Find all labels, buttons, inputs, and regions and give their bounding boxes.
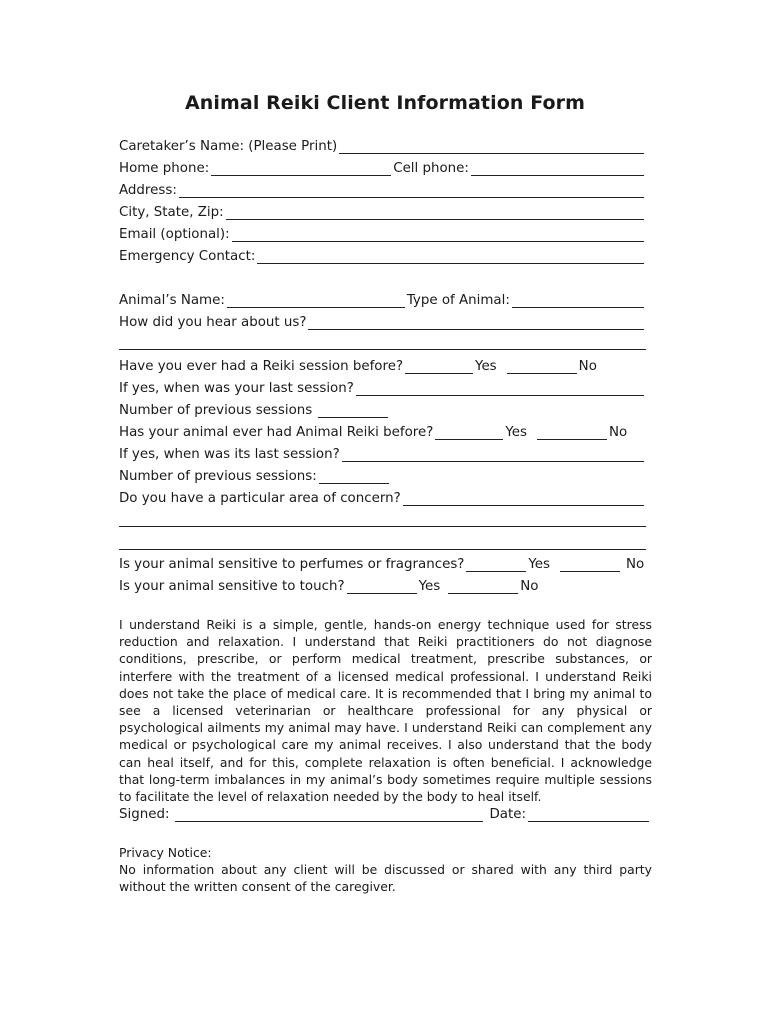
reiki-before-row (119, 358, 646, 376)
cell-phone-field[interactable] (471, 162, 644, 176)
signature-field[interactable] (175, 808, 483, 822)
emergency-contact-label: Emergency Contact: (119, 249, 256, 264)
concern-label: Do you have a particular area of concern? (119, 491, 401, 506)
animal-prev-sessions-row (119, 468, 646, 486)
prev-sessions-row (119, 402, 646, 420)
hear-about-row (119, 314, 646, 332)
animal-name-row (119, 292, 646, 310)
address-label: Address: (119, 183, 177, 198)
reiki-before-yes-label: Yes (475, 359, 497, 374)
last-session-field[interactable] (356, 382, 644, 396)
animal-name-label: Animal’s Name: (119, 293, 225, 308)
privacy-text: No information about any client will be discussed or shared with any third party without the written consent of the caregiver. (119, 862, 652, 895)
touch-label: Is your animal sensitive to touch? (119, 579, 345, 594)
privacy-heading: Privacy Notice: (119, 845, 212, 860)
perfumes-row (119, 556, 646, 574)
prev-sessions-label: Number of previous sessions (119, 403, 313, 418)
reiki-before-yes-field[interactable] (405, 360, 473, 374)
animal-reiki-yes-label: Yes (505, 425, 527, 440)
concern-extra-line-2[interactable] (119, 549, 646, 550)
reiki-before-no-field[interactable] (507, 360, 577, 374)
emergency-contact-field[interactable] (257, 250, 644, 264)
touch-no-field[interactable] (448, 580, 518, 594)
animal-name-field[interactable] (227, 294, 405, 308)
animal-reiki-yes-field[interactable] (435, 426, 503, 440)
animal-prev-sessions-label: Number of previous sessions: (119, 469, 317, 484)
animal-type-label: Type of Animal: (406, 293, 510, 308)
last-session-label: If yes, when was your last session? (119, 381, 354, 396)
home-phone-field[interactable] (211, 162, 391, 176)
perfumes-no-field[interactable] (560, 558, 620, 572)
email-label: Email (optional): (119, 227, 230, 242)
prev-sessions-field[interactable] (318, 404, 388, 418)
animal-reiki-no-label: No (608, 425, 628, 440)
email-field[interactable] (232, 228, 644, 242)
perfumes-yes-label: Yes (528, 557, 551, 572)
its-last-session-row (119, 446, 646, 464)
touch-yes-label: Yes (418, 579, 441, 594)
agreement-paragraph: I understand Reiki is a simple, gentle, hands-on energy technique used for stress reduction and relaxation. I understand that Reiki practitioners do not diagnose conditions, prescribe, or perform medical treatment, prescribe substances, or interfere with the treatment of a licensed medical professional. I understand Reiki does not take the place of medical care. It is recommended that I bring my animal to see a licensed veterinarian or healthcare professional for any physical or psychological ailments my animal may have. I understand Reiki can complement any medical or psychological care my animal receives. I also understand that the body can heal itself, and for this, complete relaxation is often beneficial. I acknowledge that long-term imbalances in my animal’s body sometimes require multiple sessions to facilitate the level of relaxation needed by the body to heal itself. (119, 617, 652, 805)
animal-reiki-no-field[interactable] (537, 426, 607, 440)
animal-reiki-row (119, 424, 646, 442)
city-state-zip-field[interactable] (226, 206, 644, 220)
city-row (119, 204, 646, 222)
city-state-zip-label: City, State, Zip: (119, 205, 224, 220)
reiki-before-no-label: No (578, 359, 597, 374)
concern-extra-line-1[interactable] (119, 526, 646, 527)
signed-label: Signed: (119, 807, 170, 822)
address-row (119, 182, 646, 200)
animal-prev-sessions-field[interactable] (319, 470, 389, 484)
perfumes-label: Is your animal sensitive to perfumes or fragrances? (119, 557, 465, 572)
form-title: Animal Reiki Client Information Form (184, 92, 586, 114)
reiki-before-label: Have you ever had a Reiki session before? (119, 359, 404, 374)
hear-about-extra-line[interactable] (119, 349, 646, 350)
email-row (119, 226, 646, 244)
perfumes-no-label: No (626, 557, 645, 572)
cell-phone-label: Cell phone: (393, 161, 469, 176)
concern-row (119, 490, 646, 508)
caretaker-name-label: Caretaker’s Name: (Please Print) (119, 139, 338, 154)
touch-no-label: No (520, 579, 539, 594)
concern-field[interactable] (403, 492, 644, 506)
home-phone-label: Home phone: (119, 161, 210, 176)
touch-row (119, 578, 646, 596)
emergency-row (119, 248, 646, 266)
its-last-session-field[interactable] (342, 448, 644, 462)
perfumes-yes-field[interactable] (466, 558, 526, 572)
signature-row (119, 806, 651, 824)
caretaker-name-row (119, 138, 646, 156)
last-session-row (119, 380, 646, 398)
animal-reiki-label: Has your animal ever had Animal Reiki before? (119, 425, 434, 440)
address-field[interactable] (179, 184, 644, 198)
hear-about-field[interactable] (308, 316, 644, 330)
animal-type-field[interactable] (512, 294, 644, 308)
phone-row (119, 160, 646, 178)
caretaker-name-field[interactable] (339, 140, 644, 154)
date-field[interactable] (528, 808, 649, 822)
hear-about-label: How did you hear about us? (119, 315, 307, 330)
date-label: Date: (489, 807, 526, 822)
its-last-session-label: If yes, when was its last session? (119, 447, 340, 462)
touch-yes-field[interactable] (347, 580, 417, 594)
